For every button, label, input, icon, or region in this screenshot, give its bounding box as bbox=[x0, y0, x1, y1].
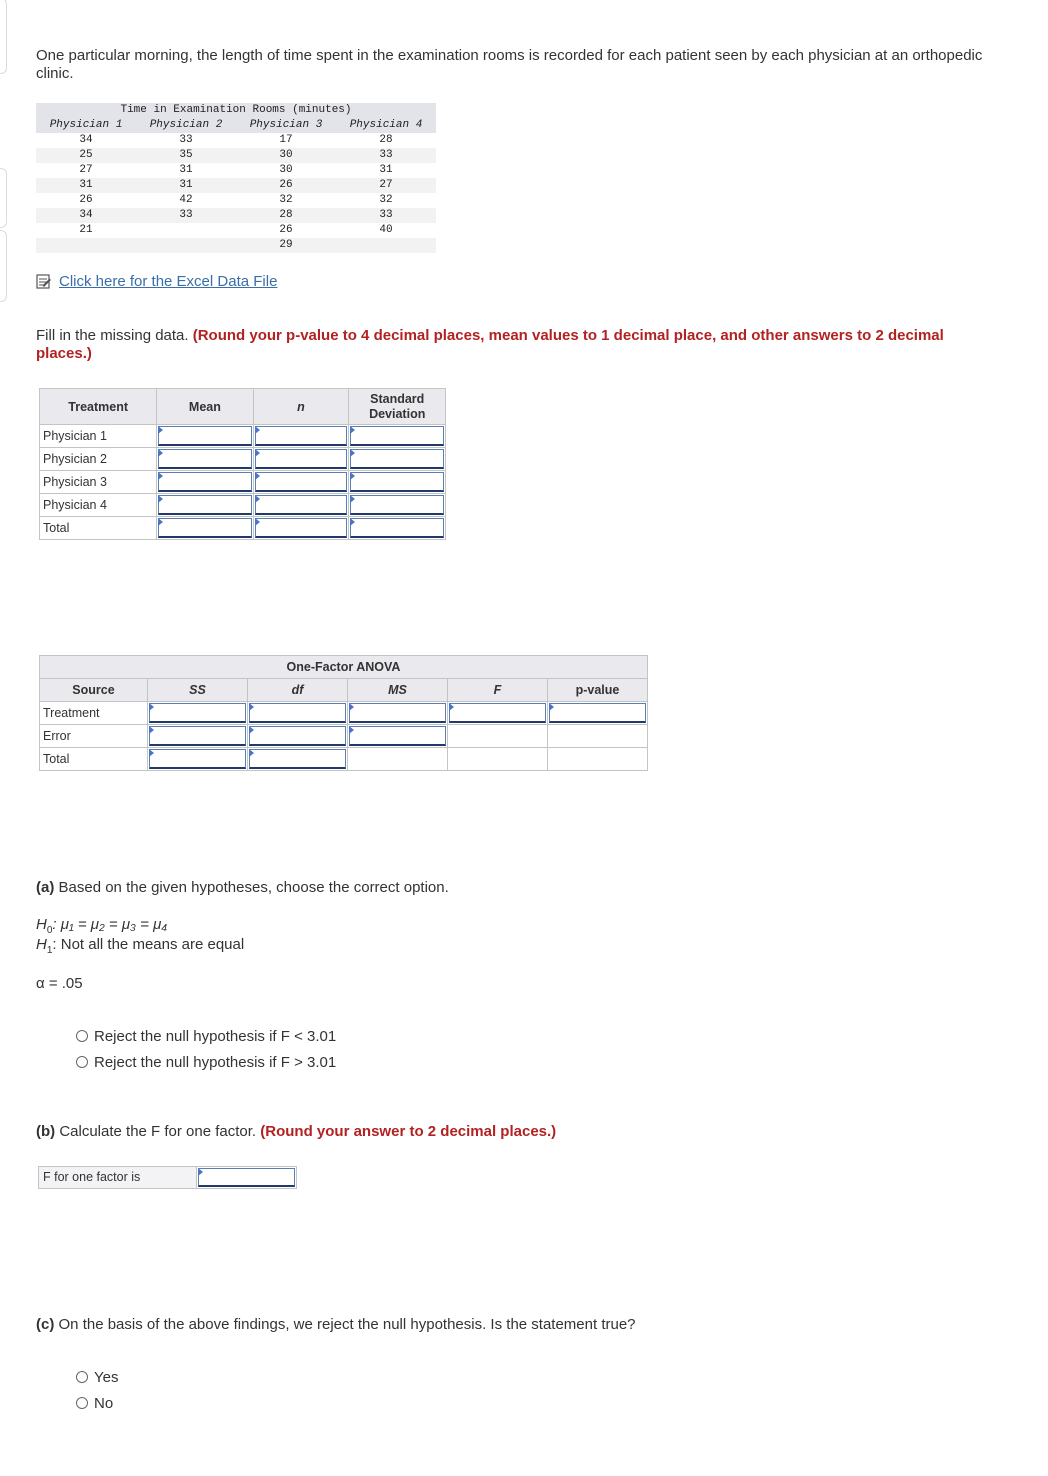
left-edge-tab-top bbox=[0, 0, 7, 74]
df-input[interactable] bbox=[248, 702, 348, 725]
h1-text: : Not all the means are equal bbox=[52, 936, 245, 953]
empty-cell bbox=[448, 725, 548, 748]
data-cell: 33 bbox=[179, 134, 193, 146]
option-no[interactable] bbox=[76, 1393, 113, 1413]
instructions bbox=[36, 327, 986, 363]
data-cell: 31 bbox=[179, 179, 193, 191]
data-cell: 34 bbox=[79, 209, 93, 221]
data-cell: 31 bbox=[79, 179, 93, 191]
data-cell: 21 bbox=[79, 224, 93, 236]
h0-symbol: H bbox=[36, 916, 47, 933]
f-one-factor-row bbox=[38, 1166, 297, 1189]
data-cell: 27 bbox=[79, 164, 93, 176]
col-header-mean: Mean bbox=[157, 389, 253, 425]
anova-table bbox=[39, 655, 648, 771]
data-cell: 31 bbox=[379, 164, 393, 176]
row-label-total: Total bbox=[40, 517, 157, 540]
col-header-treatment: Treatment bbox=[40, 389, 157, 425]
radio-button[interactable] bbox=[76, 1371, 88, 1383]
data-row bbox=[36, 133, 436, 148]
col-header-ss: SS bbox=[148, 679, 248, 702]
h0-subscript: 0 bbox=[46, 925, 53, 936]
data-cell: 30 bbox=[279, 149, 293, 161]
mean-input[interactable] bbox=[157, 517, 253, 540]
ss-input[interactable] bbox=[148, 702, 248, 725]
data-cell: 28 bbox=[379, 134, 393, 146]
std-dev-input[interactable] bbox=[349, 448, 446, 471]
col-header-standard-deviation bbox=[349, 389, 446, 425]
sd-header-line-1: Standard bbox=[370, 391, 425, 406]
alternative-hypothesis bbox=[36, 936, 244, 956]
part-a-label: (a) bbox=[36, 879, 55, 896]
instructions-prefix: Fill in the missing data. bbox=[36, 327, 193, 344]
data-cell: 17 bbox=[279, 134, 293, 146]
data-header-physician-4: Physician 4 bbox=[349, 119, 423, 131]
data-cell: 31 bbox=[179, 164, 193, 176]
part-c-label: (c) bbox=[36, 1316, 55, 1333]
mean-input[interactable] bbox=[157, 448, 253, 471]
part-c-question bbox=[36, 1316, 636, 1333]
instructions-rounding-note: (Round your p-value to 4 decimal places, mean values to 1 decimal place, and other answers to 2 decimal places.) bbox=[36, 327, 944, 362]
data-cell bbox=[136, 223, 236, 238]
part-a-question bbox=[36, 879, 449, 896]
mean-input[interactable] bbox=[157, 471, 253, 494]
data-row bbox=[36, 208, 436, 223]
part-b-question bbox=[36, 1123, 556, 1140]
h1-symbol: H bbox=[36, 936, 47, 953]
data-header-physician-3: Physician 3 bbox=[249, 119, 323, 131]
left-edge-tab-middle bbox=[0, 168, 7, 228]
n-input[interactable] bbox=[253, 425, 349, 448]
option-text: Yes bbox=[94, 1368, 119, 1386]
data-row bbox=[36, 193, 436, 208]
data-row bbox=[36, 163, 436, 178]
option-yes[interactable] bbox=[76, 1367, 118, 1387]
col-header-n: n bbox=[253, 389, 349, 425]
ss-input[interactable] bbox=[148, 725, 248, 748]
empty-cell bbox=[548, 748, 648, 771]
std-dev-input[interactable] bbox=[349, 517, 446, 540]
row-label-physician-2: Physician 2 bbox=[40, 448, 157, 471]
h0-text: : μ₁ = μ₂ = μ₃ = μ₄ bbox=[52, 916, 168, 933]
n-input[interactable] bbox=[253, 471, 349, 494]
data-cell: 30 bbox=[279, 164, 293, 176]
f-one-factor-input[interactable] bbox=[197, 1166, 297, 1189]
data-cell: 33 bbox=[179, 209, 193, 221]
data-cell: 26 bbox=[279, 224, 293, 236]
ss-input[interactable] bbox=[148, 748, 248, 771]
sd-header-line-2: Deviation bbox=[369, 406, 426, 421]
data-cell: 25 bbox=[79, 149, 93, 161]
data-row bbox=[36, 148, 436, 163]
null-hypothesis bbox=[36, 916, 167, 936]
part-b-label: (b) bbox=[36, 1123, 56, 1140]
mean-input[interactable] bbox=[157, 494, 253, 517]
ms-input[interactable] bbox=[348, 725, 448, 748]
option-text: No bbox=[94, 1394, 114, 1412]
df-input[interactable] bbox=[248, 748, 348, 771]
f-one-factor-label: F for one factor is bbox=[38, 1166, 197, 1189]
data-cell: 33 bbox=[379, 149, 393, 161]
data-row bbox=[36, 238, 436, 253]
problem-intro: One particular morning, the length of time spent in the examination rooms is recorded for each patient seen by each physician at an orthopedic clinic. bbox=[36, 47, 983, 82]
f-input[interactable] bbox=[448, 702, 548, 725]
row-label-physician-3: Physician 3 bbox=[40, 471, 157, 494]
p-value-input[interactable] bbox=[548, 702, 648, 725]
row-label-total: Total bbox=[40, 748, 148, 771]
radio-button[interactable] bbox=[76, 1056, 88, 1068]
row-label-physician-1: Physician 1 bbox=[40, 425, 157, 448]
df-input[interactable] bbox=[248, 725, 348, 748]
empty-cell bbox=[548, 725, 648, 748]
n-input[interactable] bbox=[253, 448, 349, 471]
data-cell: 32 bbox=[379, 194, 393, 206]
part-a-text: Based on the given hypotheses, choose the correct option. bbox=[54, 879, 449, 896]
col-header-ms: MS bbox=[348, 679, 448, 702]
std-dev-input[interactable] bbox=[349, 471, 446, 494]
anova-title: One-Factor ANOVA bbox=[40, 656, 648, 679]
n-input[interactable] bbox=[253, 517, 349, 540]
data-cell: 32 bbox=[279, 194, 293, 206]
data-cell bbox=[36, 238, 136, 253]
data-cell: 40 bbox=[379, 224, 393, 236]
data-cell bbox=[336, 238, 436, 253]
data-cell: 26 bbox=[279, 179, 293, 191]
empty-cell bbox=[448, 748, 548, 771]
h1-subscript: 1 bbox=[46, 945, 53, 956]
std-dev-input[interactable] bbox=[349, 425, 446, 448]
part-b-text: Calculate the F for one factor. bbox=[55, 1123, 261, 1140]
data-header-physician-2: Physician 2 bbox=[149, 119, 223, 131]
option-text: Reject the null hypothesis if F > 3.01 bbox=[94, 1053, 337, 1071]
alpha-level: α = .05 bbox=[36, 975, 83, 992]
radio-button[interactable] bbox=[76, 1397, 88, 1409]
exam-time-data-table bbox=[36, 103, 436, 253]
data-table-title: Time in Examination Rooms (minutes) bbox=[36, 103, 436, 118]
ms-input[interactable] bbox=[348, 702, 448, 725]
data-table-header bbox=[36, 118, 436, 133]
option-reject-if-f-greater[interactable] bbox=[76, 1052, 336, 1072]
option-text: Reject the null hypothesis if F < 3.01 bbox=[94, 1027, 337, 1045]
left-edge-tab-lower bbox=[0, 230, 7, 302]
data-cell: 42 bbox=[179, 194, 193, 206]
row-label-treatment: Treatment bbox=[40, 702, 148, 725]
std-dev-input[interactable] bbox=[349, 494, 446, 517]
data-row bbox=[36, 178, 436, 193]
mean-input[interactable] bbox=[157, 425, 253, 448]
n-input[interactable] bbox=[253, 494, 349, 517]
data-cell bbox=[136, 238, 236, 253]
data-cell: 34 bbox=[79, 134, 93, 146]
data-cell: 33 bbox=[379, 209, 393, 221]
col-header-source: Source bbox=[40, 679, 148, 702]
data-cell: 29 bbox=[279, 239, 293, 251]
part-c-text: On the basis of the above findings, we reject the null hypothesis. Is the statement true? bbox=[54, 1316, 636, 1333]
col-header-f: F bbox=[448, 679, 548, 702]
data-header-physician-1: Physician 1 bbox=[49, 119, 123, 131]
data-cell: 28 bbox=[279, 209, 293, 221]
data-cell: 26 bbox=[79, 194, 93, 206]
row-label-error: Error bbox=[40, 725, 148, 748]
excel-data-file-link[interactable] bbox=[36, 273, 277, 290]
option-reject-if-f-less[interactable] bbox=[76, 1026, 336, 1046]
summary-statistics-table bbox=[39, 388, 446, 540]
radio-button[interactable] bbox=[76, 1030, 88, 1042]
part-b-rounding-note: (Round your answer to 2 decimal places.) bbox=[260, 1123, 557, 1140]
col-header-p-value: p-value bbox=[548, 679, 648, 702]
empty-cell bbox=[348, 748, 448, 771]
col-header-df: df bbox=[248, 679, 348, 702]
data-cell: 27 bbox=[379, 179, 393, 191]
row-label-physician-4: Physician 4 bbox=[40, 494, 157, 517]
spreadsheet-file-icon bbox=[36, 274, 52, 289]
data-cell: 35 bbox=[179, 149, 193, 161]
data-row bbox=[36, 223, 436, 238]
excel-link-text[interactable]: Click here for the Excel Data File bbox=[59, 273, 278, 290]
